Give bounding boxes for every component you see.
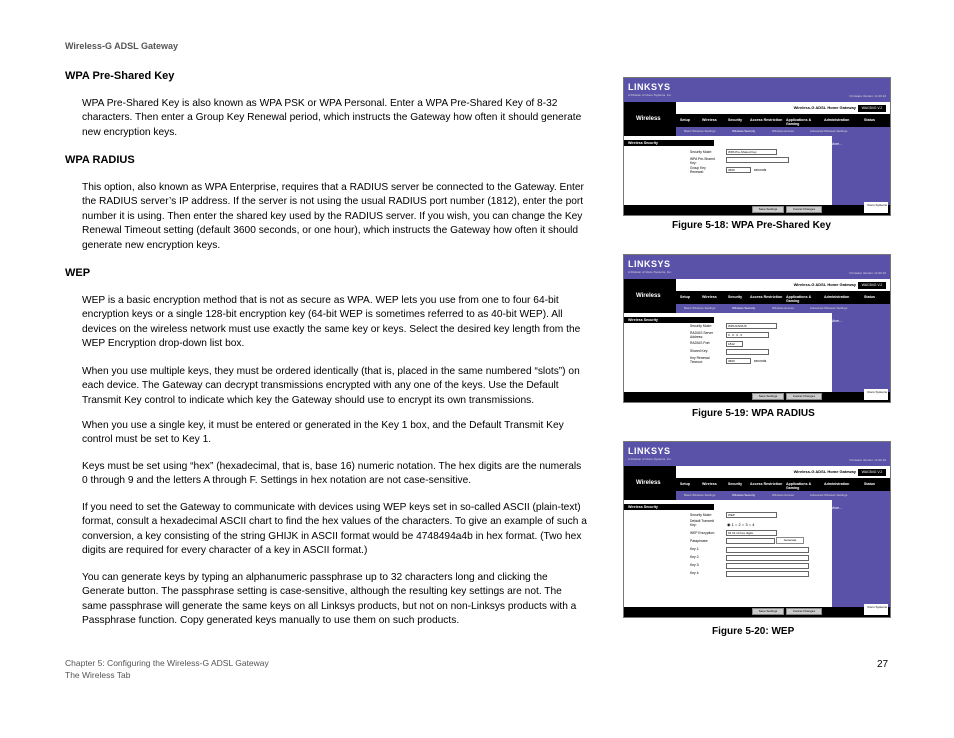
tab-status[interactable]: Status: [864, 295, 875, 299]
firmware-version: Firmware Version: v1.00.10: [849, 271, 886, 275]
subtab-wireless-security[interactable]: Wireless Security: [732, 493, 756, 497]
tab-access-restriction[interactable]: Access Restriction: [750, 482, 783, 486]
tab-wireless[interactable]: Wireless: [702, 118, 717, 122]
tab-wireless[interactable]: Wireless: [702, 482, 717, 486]
para-wpa-radius: This option, also known as WPA Enterprise, requires that a RADIUS server be connected to the Gateway. Enter the RADIUS server’s IP address. If the server is not using the usual RADIUS port number (1812), enter the port number it is using. Then enter the shared key used by the RADIUS server. If you wish, you can change the Key Renewal Timeout setting (default 3600 seconds, or one hour), which instructs the Gateway how often it should generate new encryption keys.: [82, 182, 584, 251]
tab-applications-gaming[interactable]: Applications & Gaming: [786, 482, 812, 490]
label-key-2: Key 2:: [690, 555, 700, 559]
caption-fig-5-18: Figure 5-18: WPA Pre-Shared Key: [672, 220, 831, 231]
renewal-input[interactable]: 3600: [726, 167, 751, 173]
footer-chapter: Chapter 5: Configuring the Wireless-G ADSL Gateway: [65, 658, 269, 668]
firmware-version: Firmware Version: v1.00.10: [849, 94, 886, 98]
transmit-key-radios[interactable]: ◉ 1 ○ 2 ○ 3 ○ 4: [727, 522, 755, 527]
product-name: Wireless-G ADSL Home Gateway: [793, 282, 856, 287]
more-link[interactable]: More...: [831, 319, 842, 323]
wireless-security-title: Wireless Security: [628, 141, 658, 145]
subtab-wireless-access[interactable]: Wireless Access: [772, 306, 794, 310]
timeout-unit: seconds: [754, 359, 767, 363]
section-title: Wireless: [636, 480, 661, 486]
tab-setup[interactable]: Setup: [680, 118, 690, 122]
label-default-transmit-key: Default Transmit Key:: [690, 519, 715, 527]
wpa-psk-input[interactable]: [726, 157, 789, 163]
label-key-4: Key 4:: [690, 571, 700, 575]
security-mode-select[interactable]: WPA RADIUS: [726, 323, 777, 329]
label-radius-port: RADIUS Port:: [690, 341, 711, 345]
figure-wpa-radius-screenshot: [623, 254, 891, 403]
linksys-logo: LINKSYS: [628, 82, 671, 92]
subtab-basic-wireless[interactable]: Basic Wireless Settings: [684, 306, 716, 310]
subtab-advanced-wireless[interactable]: Advanced Wireless Settings: [810, 129, 848, 133]
subtab-advanced-wireless[interactable]: Advanced Wireless Settings: [810, 306, 848, 310]
more-link[interactable]: More...: [831, 142, 842, 146]
key-2-input[interactable]: [726, 555, 809, 561]
label-security-mode: Security Mode:: [690, 150, 712, 154]
key-3-input[interactable]: [726, 563, 809, 569]
cancel-changes-button[interactable]: Cancel Changes: [786, 206, 822, 213]
label-wpa-psk: WPA Pre-Shared Key:: [690, 157, 715, 165]
subtab-wireless-access[interactable]: Wireless Access: [772, 129, 794, 133]
logo-subtitle: A Division of Cisco Systems, Inc.: [628, 270, 672, 274]
radius-ip-input[interactable]: 0 . 0 . 0 . 0: [726, 332, 769, 338]
passphrase-input[interactable]: [726, 538, 775, 544]
timeout-input[interactable]: 3600: [726, 358, 751, 364]
caption-fig-5-19: Figure 5-19: WPA RADIUS: [692, 408, 815, 419]
footer: [65, 657, 269, 681]
tab-status[interactable]: Status: [864, 482, 875, 486]
wireless-security-title: Wireless Security: [628, 318, 658, 322]
subtab-wireless-access[interactable]: Wireless Access: [772, 493, 794, 497]
para-wep-1: WEP is a basic encryption method that is not as secure as WPA. WEP lets you use from one to four 64-bit encryption keys or a single 128-bit encryption key (64-bit WEP is sometimes referred to as 40-bit WEP). All devices on the wireless network must use exactly the same key or keys. Select the desired key length from the WEP Encryption drop-down list box.: [82, 295, 581, 350]
cancel-changes-button[interactable]: Cancel Changes: [786, 608, 822, 615]
tab-wireless[interactable]: Wireless: [702, 295, 717, 299]
figure-wpa-psk-screenshot: [623, 77, 891, 216]
label-security-mode: Security Mode:: [690, 513, 712, 517]
cancel-changes-button[interactable]: Cancel Changes: [786, 393, 822, 400]
tab-status[interactable]: Status: [864, 118, 875, 122]
tab-administration[interactable]: Administration: [824, 482, 850, 486]
caption-fig-5-20: Figure 5-20: WEP: [712, 626, 795, 637]
linksys-logo: LINKSYS: [628, 446, 671, 456]
key-4-input[interactable]: [726, 571, 809, 577]
wireless-security-title: Wireless Security: [628, 505, 658, 509]
section-title: Wireless: [636, 293, 661, 299]
heading-wep: WEP: [65, 267, 91, 279]
para-wep-2: When you use multiple keys, they must be ordered identically (that is, placed in the same numbered “slots”) on each device. The Gateway can decrypt transmissions encrypted with any one of the keys. Use the Default Transmit Key control to indicate which key the Gateway should use to encrypt its own transmissions.: [82, 366, 580, 406]
wep-encryption-select[interactable]: 64 bit 10 hex digits: [726, 530, 777, 536]
linksys-logo: LINKSYS: [628, 259, 671, 269]
label-wep-encryption: WEP Encryption:: [690, 531, 715, 535]
tab-security[interactable]: Security: [728, 118, 743, 122]
model-badge: WAG54G V.2: [858, 282, 886, 289]
security-mode-select[interactable]: WEP: [726, 512, 777, 518]
tab-security[interactable]: Security: [728, 295, 743, 299]
cisco-label: Cisco Systems: [867, 203, 887, 207]
save-settings-button[interactable]: Save Settings: [752, 206, 784, 213]
label-key-3: Key 3:: [690, 563, 700, 567]
generate-button[interactable]: Generate: [776, 537, 804, 544]
save-settings-button[interactable]: Save Settings: [752, 608, 784, 615]
para-wep-5: If you need to set the Gateway to communicate with devices using WEP keys set in so-called ASCII (plain-text) format, consult a hexadecimal ASCII chart to find the hex values of the characters. To give an example of such a conversion, a key consisting of the string GHIJK in ASCII format would be 4748494a4b in hex format. (Two hex digits are required for every character of a key in ASCII format.): [82, 502, 587, 557]
firmware-version: Firmware Version: v1.00.10: [849, 458, 886, 462]
renewal-unit: seconds: [754, 168, 767, 172]
label-passphrase: Passphrase:: [690, 539, 709, 543]
shared-key-input[interactable]: [726, 349, 769, 355]
subtab-wireless-security[interactable]: Wireless Security: [732, 306, 756, 310]
security-mode-select[interactable]: WPA Pre-Shared Key: [726, 149, 777, 155]
key-1-input[interactable]: [726, 547, 809, 553]
product-name: Wireless-G ADSL Home Gateway: [793, 105, 856, 110]
tab-applications-gaming[interactable]: Applications & Gaming: [786, 295, 812, 303]
subtab-wireless-security[interactable]: Wireless Security: [732, 129, 756, 133]
cisco-label: Cisco Systems: [867, 605, 887, 609]
tab-administration[interactable]: Administration: [824, 295, 850, 299]
label-radius-server: RADIUS Server Address:: [690, 331, 714, 339]
tab-administration[interactable]: Administration: [824, 118, 850, 122]
model-badge: WAG54G V.2: [858, 105, 886, 112]
para-wep-6: You can generate keys by typing an alphanumeric passphrase up to 32 characters long and clicking the Generate button. The passphrase setting is case-sensitive, although the resulting key settings are not. The same passphrase will generate the same keys on all Linksys products, but not on non-Linksys products with a Passphrase function. Copy generated keys manually to use them on such products.: [82, 572, 577, 627]
section-title: Wireless: [636, 116, 661, 122]
tab-setup[interactable]: Setup: [680, 482, 690, 486]
subtab-basic-wireless[interactable]: Basic Wireless Settings: [684, 129, 716, 133]
running-header: Wireless-G ADSL Gateway: [65, 41, 178, 51]
para-wep-4: Keys must be set using “hex” (hexadecimal, that is, base 16) numeric notation. The hex digits are the numerals 0 through 9 and the letters A through F. Settings in hex notation are not case-sensitive.: [82, 461, 582, 487]
heading-wpa-radius: WPA RADIUS: [65, 154, 135, 166]
tab-access-restriction[interactable]: Access Restriction: [750, 295, 783, 299]
footer-section: The Wireless Tab: [65, 670, 131, 680]
radius-port-input[interactable]: 1812: [726, 341, 743, 347]
label-key-1: Key 1:: [690, 547, 700, 551]
label-group-key-renewal: Group Key Renewal:: [690, 166, 706, 174]
more-link[interactable]: More...: [831, 506, 842, 510]
page-number: 27: [877, 659, 889, 670]
save-settings-button[interactable]: Save Settings: [752, 393, 784, 400]
tab-setup[interactable]: Setup: [680, 295, 690, 299]
label-key-renewal-timeout: Key Renewal Timeout:: [690, 356, 710, 364]
logo-subtitle: A Division of Cisco Systems, Inc.: [628, 457, 672, 461]
product-name: Wireless-G ADSL Home Gateway: [793, 469, 856, 474]
para-wpa-psk: WPA Pre-Shared Key is also known as WPA PSK or WPA Personal. Enter a WPA Pre-Shared Key of 8-32 characters. Then enter a Group Key Renewal period, which instructs the Gateway how often it should generate new encryption keys.: [82, 98, 582, 138]
label-security-mode: Security Mode:: [690, 324, 712, 328]
subtab-basic-wireless[interactable]: Basic Wireless Settings: [684, 493, 716, 497]
label-shared-key: Shared Key:: [690, 349, 709, 353]
para-wep-3: When you use a single key, it must be entered or generated in the Key 1 box, and the Default Transmit Key control must be set to Key 1.: [82, 420, 564, 446]
tab-applications-gaming[interactable]: Applications & Gaming: [786, 118, 812, 126]
model-badge: WAG54G V.2: [858, 469, 886, 476]
figure-wep-screenshot: [623, 441, 891, 618]
cisco-label: Cisco Systems: [867, 390, 887, 394]
heading-wpa-psk: WPA Pre-Shared Key: [65, 70, 175, 82]
logo-subtitle: A Division of Cisco Systems, Inc.: [628, 93, 672, 97]
subtab-advanced-wireless[interactable]: Advanced Wireless Settings: [810, 493, 848, 497]
tab-security[interactable]: Security: [728, 482, 743, 486]
tab-access-restriction[interactable]: Access Restriction: [750, 118, 783, 122]
